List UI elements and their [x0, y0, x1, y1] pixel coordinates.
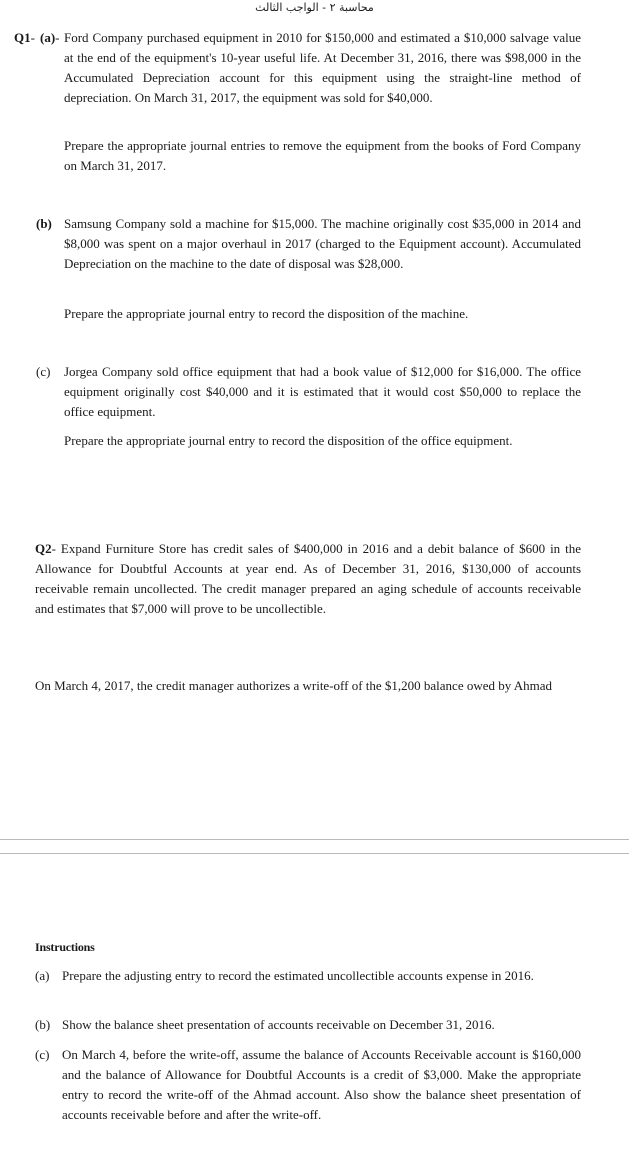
q1b-instruction: Prepare the appropriate journal entry to record the disposition of the machine.: [64, 306, 469, 321]
instr-c-label: (c): [35, 1047, 50, 1062]
instr-b-text: Show the balance sheet presentation of accounts receivable on December 31, 2016.: [62, 1017, 495, 1032]
q1a-text: Ford Company purchased equipment in 2010 for $150,000 and estimated a $10,000 salvage value at the end of the equipment's 10-year useful life. At December 31, 2016, there was $98,000 in the Accumulated Depreciation account for this equipment using the straight-line method of depreciation. On March 31, 2017, the equipment was sold for $40,000.: [64, 30, 581, 105]
q1c-text-wrap: [64, 362, 581, 422]
q1b-instruction-wrap: [64, 304, 581, 324]
q1b-text: Samsung Company sold a machine for $15,000. The machine originally cost $35,000 in 2014 and $8,000 was spent on a major overhaul in 2017 (charged to the Equipment account). Accumulated Depreciation on the machine to the date of disposal was $28,000.: [64, 216, 581, 271]
instr-a-label: (a): [35, 968, 50, 983]
q2-followup: On March 4, 2017, the credit manager authorizes a write-off of the $1,200 balance owed by Ahmad: [35, 678, 553, 693]
instructions-title: Instructions: [35, 940, 95, 954]
q1-dash: -: [30, 30, 35, 45]
page-divider-bottom: [0, 853, 629, 854]
q1c-instruction: Prepare the appropriate journal entry to record the disposition of the office equipment.: [64, 433, 513, 448]
instr-c-text: On March 4, before the write-off, assume the balance of Accounts Receivable account is $160,000 and the balance of Allowance for Doubtful Accounts is a credit of $3,000. Make the appropriate entry to record the write-off of the Ahmad account. Also show the balance sheet presentation of accounts receivable before and after the write-off.: [62, 1047, 581, 1122]
instr-b-label: (b): [35, 1017, 51, 1032]
q1c-instruction-wrap: [64, 431, 581, 451]
instr-a-text: Prepare the adjusting entry to record the estimated uncollectible accounts expense in 2016.: [62, 968, 534, 983]
q1b-text-wrap: [64, 214, 581, 274]
q1a-instruction: Prepare the appropriate journal entries to remove the equipment from the books of Ford Company on March 31, 2017.: [64, 138, 581, 173]
q1a-text-wrap: [64, 28, 581, 108]
q2-paragraph: Q2- Expand Furniture Store has credit sales of $400,000 in 2016 and a debit balance of $600 in the Allowance for Doubtful Accounts at year end. As of December 31, 2016, $130,000 of accounts receivable remain uncollected. The credit manager prepared an aging schedule of accounts receivable and estimates that $7,000 will prove to be uncollectible.: [35, 541, 581, 616]
q1c-label: (c): [36, 364, 51, 379]
q2-text: Expand Furniture Store has credit sales of $400,000 in 2016 and a debit balance of $600 in the Allowance for Doubtful Accounts at year end. As of December 31, 2016, $130,000 of accounts receivable remain uncollected. The credit manager prepared an aging schedule of accounts receivable and estimates that $7,000 will prove to be uncollectible.: [35, 541, 581, 616]
q1b-label: (b): [36, 216, 52, 231]
q2-label: Q2: [35, 541, 52, 556]
q1a-label-group: (a)-: [40, 30, 60, 45]
instr-c-wrap: [62, 1045, 581, 1125]
q2-followup-wrap: [35, 676, 581, 696]
page-divider-top: [0, 839, 629, 840]
instr-a-wrap: [62, 966, 581, 986]
q1a-label: (a): [40, 30, 56, 45]
q1a-instruction-wrap: [64, 136, 581, 176]
q1c-text: Jorgea Company sold office equipment that had a book value of $12,000 for $16,000. The office equipment originally cost $40,000 and it is estimated that it would cost $50,000 to replace the office equipment.: [64, 364, 581, 419]
instr-b-wrap: [62, 1015, 587, 1035]
q2-wrap: [35, 539, 581, 619]
page-header: محاسبة ٢ - الواجب الثالث: [255, 1, 374, 14]
q1-label: Q1: [14, 30, 31, 45]
